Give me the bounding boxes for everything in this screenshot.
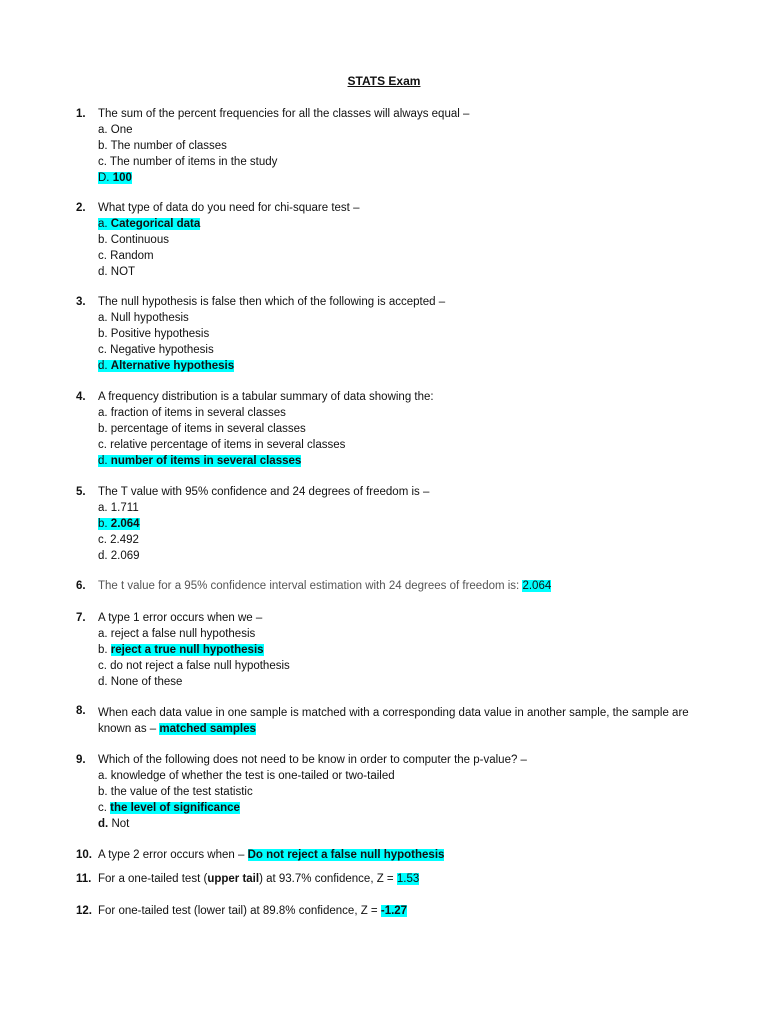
question-text: The T value with 95% confidence and 24 degrees of freedom is – [98,486,430,498]
answer-prefix: a. [98,218,108,230]
question-text: The sum of the percent frequencies for all the classes will always equal – [98,108,470,120]
option-d: d. 2.069 [98,550,140,562]
option-c: c. The number of items in the study [98,156,278,168]
question-number: 5. [76,486,86,498]
question-number: 8. [76,705,86,717]
answer-highlight [98,218,200,230]
option-b: b. Continuous [98,234,169,246]
question-1 [76,106,716,186]
answer-prefix: d. [98,360,108,372]
answer-option [76,800,716,816]
option-b: b. Positive hypothesis [98,328,210,340]
option-d: d. None of these [98,676,183,688]
answer-option [76,642,716,658]
answer-prefix: D. [98,172,110,184]
question-text: The null hypothesis is false then which of the following is accepted – [98,296,446,308]
question-4 [76,389,716,469]
answer-prefix: d. [98,455,108,467]
question-text-pre: For a one-tailed test ( [98,873,208,885]
answer-option [76,358,716,374]
option-d: d. NOT [98,266,136,278]
option-d [76,816,716,832]
option-b: b. The number of classes [98,140,227,152]
option-a: a. One [98,124,133,136]
question-5 [76,484,716,564]
answer-text: -1.27 [380,905,408,917]
question-9 [76,752,716,832]
option-c: c. Negative hypothesis [98,344,214,356]
question-number: 9. [76,754,86,766]
question-6 [76,578,716,594]
answer-text: matched samples [159,723,256,735]
question-text: When each data value in one sample is matched with a corresponding data value in another sample, the sample are known as – [98,707,689,735]
option-b: b. the value of the test statistic [98,786,253,798]
question-2 [76,200,716,280]
answer-text: number of items in several classes [110,455,302,467]
answer-prefix: c. [98,802,107,814]
question-number: 4. [76,391,86,403]
question-number: 2. [76,202,86,214]
page-title: STATS Exam [347,74,421,88]
question-text: Which of the following does not need to be know in order to computer the p-value? – [98,754,527,766]
option-d-prefix: d. [98,818,109,830]
option-a: a. fraction of items in several classes [98,407,286,419]
answer-option [76,516,716,532]
option-a: a. reject a false null hypothesis [98,628,256,640]
answer-highlight [98,172,132,184]
question-text: The t value for a 95% confidence interval estimation with 24 degrees of freedom is: [98,580,520,592]
answer-option [76,453,716,469]
question-number: 7. [76,612,86,624]
answer-text: 2.064 [110,518,140,530]
answer-option [76,170,716,186]
answer-text: the level of significance [110,802,240,814]
question-text: A type 2 error occurs when – [98,849,245,861]
question-12 [76,903,716,919]
option-a: a. knowledge of whether the test is one-tailed or two-tailed [98,770,395,782]
question-text-post: ) at 93.7% confidence, Z = [259,873,394,885]
answer-option [76,216,716,232]
question-7 [76,610,716,690]
question-10 [76,847,716,863]
option-c: c. 2.492 [98,534,139,546]
question-number: 10. [76,849,92,861]
question-text: For one-tailed test (lower tail) at 89.8% confidence, Z = [98,905,378,917]
question-3 [76,294,716,374]
question-number: 6. [76,580,86,592]
question-text: What type of data do you need for chi-square test – [98,202,360,214]
answer-highlight [98,518,140,530]
option-c: c. do not reject a false null hypothesis [98,660,290,672]
option-c: c. Random [98,250,154,262]
question-number: 11. [76,873,92,885]
answer-text: Categorical data [110,218,201,230]
answer-text: reject a true null hypothesis [110,644,264,656]
answer-text: Alternative hypothesis [110,360,235,372]
question-number: 12. [76,905,92,917]
answer-highlight [98,360,234,372]
question-text-bold: upper tail [207,873,260,885]
answer-text: Do not reject a false null hypothesis [247,849,445,861]
option-a: a. Null hypothesis [98,312,189,324]
question-8 [76,705,716,737]
option-c: c. relative percentage of items in several classes [98,439,346,451]
answer-text: 2.064 [522,580,552,592]
question-text: A frequency distribution is a tabular summary of data showing the: [98,391,434,403]
question-text: A type 1 error occurs when we – [98,612,263,624]
option-d-text: Not [111,818,130,830]
option-b: b. percentage of items in several classes [98,423,306,435]
question-11 [76,871,716,887]
answer-text: 100 [112,172,132,184]
answer-prefix: b. [98,518,108,530]
answer-text: 1.53 [396,873,420,885]
question-number: 1. [76,108,86,120]
option-a: a. 1.711 [98,502,139,514]
answer-highlight [98,455,301,467]
question-number: 3. [76,296,86,308]
answer-prefix: b. [98,644,108,656]
